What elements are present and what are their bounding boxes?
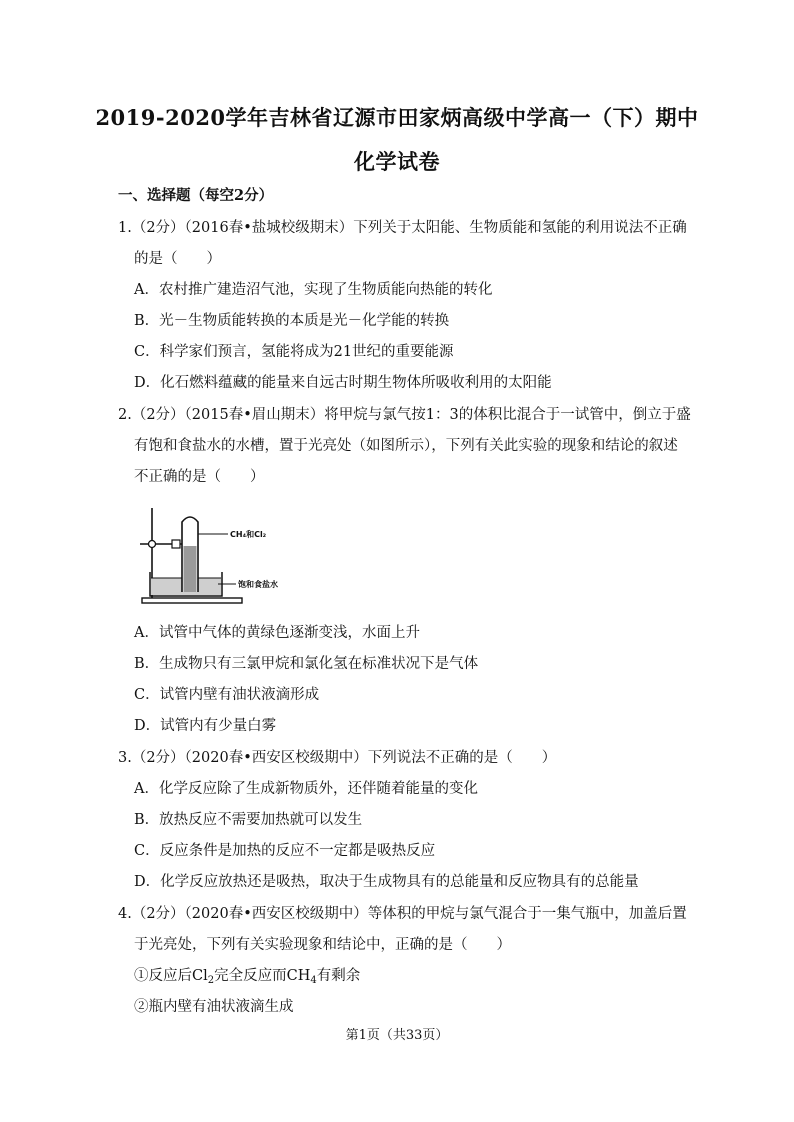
q3-option-d: D．化学反应放热还是吸热，取决于生成物具有的总能量和反应物具有的总能量 xyxy=(134,874,639,890)
stand-base xyxy=(142,598,242,603)
q1-option-c: C．科学家们预言，氢能将成为21世纪的重要能源 xyxy=(134,344,454,360)
exam-title-line1: 2019-2020学年吉林省辽源市田家炳高级中学高一（下）期中 xyxy=(95,105,699,130)
q1-option-d: D．化石燃料蕴藏的能量来自远古时期生物体所吸收利用的太阳能 xyxy=(134,375,552,391)
q2-stem-line1: 2.（2分）（2015春•眉山期末）将甲烷与氯气按1：3的体积比混合于一试管中，倒立于盛 xyxy=(118,407,691,423)
q1-stem-line1: 1.（2分）（2016春•盐城校级期末）下列关于太阳能、生物质能和氢能的利用说法不正确 xyxy=(118,220,687,236)
q4-stem-line1: 4.（2分）（2020春•西安区校级期中）等体积的甲烷与氯气混合于一集气瓶中，加盖后置 xyxy=(118,906,687,922)
q1-option-b: B．光－生物质能转换的本质是光－化学能的转换 xyxy=(134,313,450,329)
q2-stem-line2: 有饱和食盐水的水槽，置于光亮处（如图所示），下列有关此实验的现象和结论的叙述 xyxy=(134,438,678,454)
q3-option-a: A．化学反应除了生成新物质外，还伴随着能量的变化 xyxy=(134,781,478,797)
liquid-in-tube xyxy=(184,546,197,592)
q4-stem-line2: 于光亮处，下列有关实验现象和结论中，正确的是（ ） xyxy=(134,937,511,953)
experiment-apparatus-figure xyxy=(132,500,292,608)
q2-option-d: D．试管内有少量白雾 xyxy=(134,718,277,734)
q1-option-a: A．农村推广建造沼气池，实现了生物质能向热能的转化 xyxy=(134,282,493,298)
exam-title-line2: 化学试卷 xyxy=(354,149,440,174)
q4-statement-2: ②瓶内壁有油状液滴生成 xyxy=(134,999,294,1015)
clamp-knob xyxy=(149,541,156,548)
q3-option-b: B．放热反应不需要加热就可以发生 xyxy=(134,812,363,828)
q2-option-a: A．试管中气体的黄绿色逐渐变浅，水面上升 xyxy=(134,625,420,641)
section-heading: 一、选择题（每空2分） xyxy=(118,187,274,204)
q1-stem-line2: 的是（ ） xyxy=(134,251,221,267)
q2-option-b: B．生成物只有三氯甲烷和氯化氢在标准状况下是气体 xyxy=(134,656,479,672)
page-footer: 第1页（共33页） xyxy=(345,1028,449,1043)
clamp-holder xyxy=(172,540,180,548)
q3-stem-line1: 3.（2分）（2020春•西安区校级期中）下列说法不正确的是（ ） xyxy=(118,750,557,766)
q2-option-c: C．试管内壁有油状液滴形成 xyxy=(134,687,320,703)
gas-label: CH₄和Cl₂ xyxy=(230,530,267,539)
q3-option-c: C．反应条件是加热的反应不一定都是吸热反应 xyxy=(134,843,436,859)
q4-statement-1: ①反应后$Cl_2$完全反应而$CH_4$有剩余 xyxy=(134,968,361,986)
q2-stem-line3: 不正确的是（ ） xyxy=(134,469,265,485)
water-label: 饱和食盐水 xyxy=(238,580,278,589)
